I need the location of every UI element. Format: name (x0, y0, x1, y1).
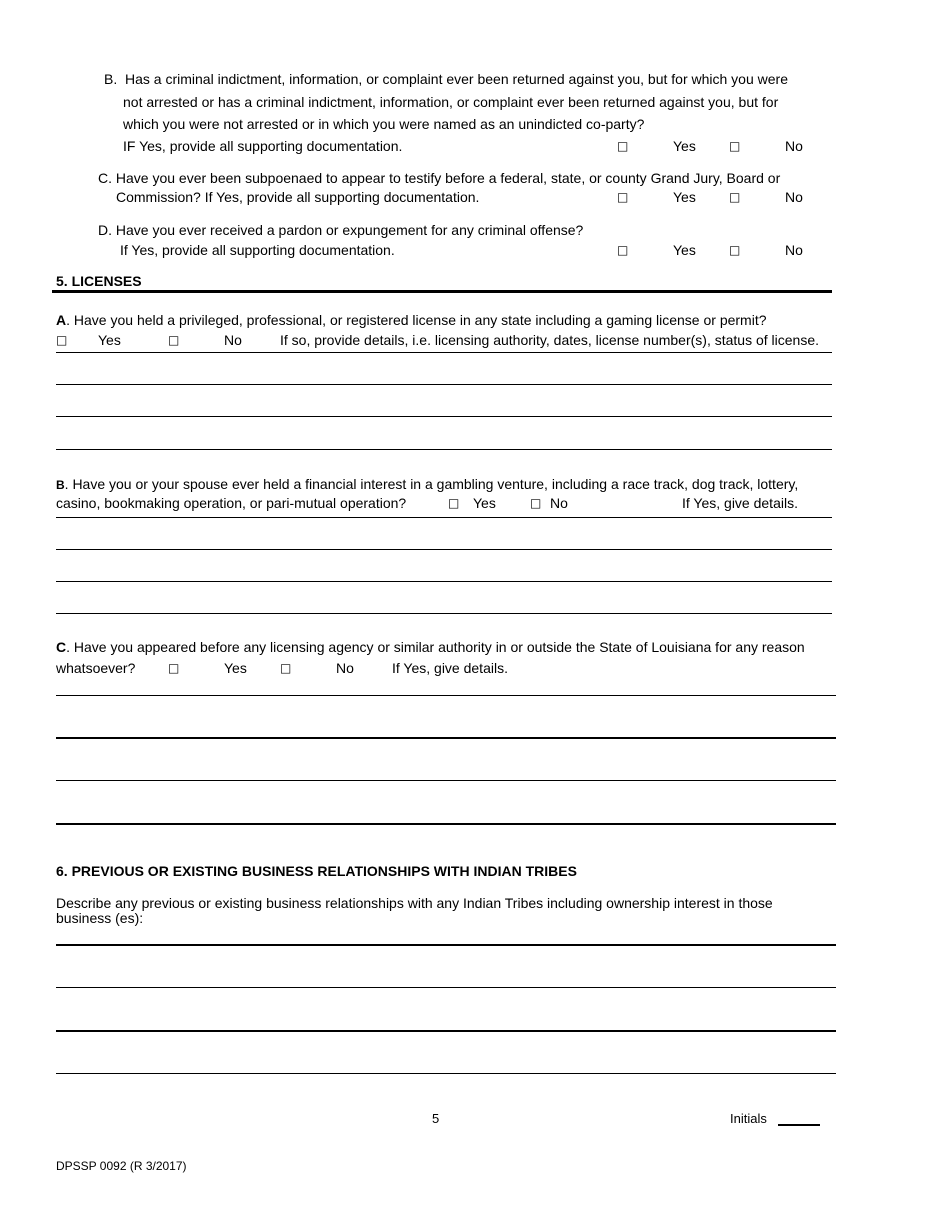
q5c-no-label: No (336, 660, 354, 676)
question-4b-letter: B. (104, 71, 118, 87)
question-4c-text-line1: C. Have you ever been subpoenaed to appear to testify before a federal, state, or county Grand Jury, Board or (98, 170, 781, 186)
q5a-answer-line-1[interactable] (56, 352, 832, 353)
initials-field[interactable] (778, 1124, 820, 1126)
question-5a-question: . Have you held a privileged, professional, or registered license in any state including a gaming license or permit? (66, 312, 767, 328)
section-5-rule (52, 290, 832, 293)
q5b-answer-line-4[interactable] (56, 613, 832, 614)
q4b-no-label: No (785, 138, 803, 154)
q5a-no-label: No (224, 332, 242, 348)
q5a-no-checkbox[interactable]: □ (168, 333, 180, 347)
question-4d-text-line1: D. Have you ever received a pardon or expungement for any criminal offense? (98, 222, 584, 238)
section-6-title: 6. PREVIOUS OR EXISTING BUSINESS RELATIONSHIPS WITH INDIAN TRIBES (56, 863, 577, 879)
q5a-details-instruction: If so, provide details, i.e. licensing authority, dates, license number(s), status of license. (280, 332, 819, 348)
question-4b-text-line1: Has a criminal indictment, information, or complaint ever been returned against you, but for which you were (125, 71, 788, 87)
q5a-answer-line-2[interactable] (56, 384, 832, 385)
s6-answer-line-2[interactable] (56, 987, 836, 988)
s6-answer-line-1[interactable] (56, 944, 836, 946)
question-5b-text-line2: casino, bookmaking operation, or pari-mutual operation? (56, 495, 407, 511)
q4c-yes-checkbox[interactable]: □ (617, 190, 629, 204)
section-6-description-line2: business (es): (56, 910, 144, 926)
question-5a-letter: A (56, 312, 67, 328)
q5c-yes-checkbox[interactable]: □ (168, 661, 180, 675)
initials-label: Initials (730, 1111, 767, 1126)
q4d-yes-checkbox[interactable]: □ (617, 243, 629, 257)
q4b-no-checkbox[interactable]: □ (729, 139, 741, 153)
q4d-yes-label: Yes (673, 242, 696, 258)
q5c-no-checkbox[interactable]: □ (280, 661, 292, 675)
q5b-yes-checkbox[interactable]: □ (448, 496, 460, 510)
question-5b-text-line1 (56, 477, 798, 491)
s6-answer-line-4[interactable] (56, 1073, 836, 1074)
question-5b-letter: B (56, 478, 65, 492)
question-5c-question: . Have you appeared before any licensing agency or similar authority in or outside the State of Louisiana for any reason (66, 639, 805, 655)
q5b-no-checkbox[interactable]: □ (530, 496, 542, 510)
q5c-yes-label: Yes (224, 660, 247, 676)
q4d-no-checkbox[interactable]: □ (729, 243, 741, 257)
q4c-no-checkbox[interactable]: □ (729, 190, 741, 204)
q5a-answer-line-3[interactable] (56, 416, 832, 417)
question-4c-text-line2: Commission? If Yes, provide all supporting documentation. (116, 189, 480, 205)
s6-answer-line-3[interactable] (56, 1030, 836, 1032)
question-4b-text-line4: IF Yes, provide all supporting documentation. (123, 138, 403, 154)
q5c-answer-line-3[interactable] (56, 780, 836, 781)
q5b-no-label: No (550, 495, 568, 511)
q4c-yes-label: Yes (673, 189, 696, 205)
q5b-answer-line-1[interactable] (56, 517, 832, 518)
question-5c-letter: C (56, 639, 67, 655)
q5b-answer-line-3[interactable] (56, 581, 832, 582)
section-5-title: 5. LICENSES (56, 273, 142, 289)
q5b-yes-label: Yes (473, 495, 496, 511)
question-4b-text-line2: not arrested or has a criminal indictment, information, or complaint ever been returned against you, but for (123, 94, 779, 110)
q5a-yes-label: Yes (98, 332, 121, 348)
q5b-details-instruction: If Yes, give details. (682, 495, 798, 511)
q5c-answer-line-4[interactable] (56, 823, 836, 825)
q4d-no-label: No (785, 242, 803, 258)
question-5c-text-line2: whatsoever? (56, 660, 136, 676)
q5c-answer-line-2[interactable] (56, 737, 836, 739)
q5a-answer-line-4[interactable] (56, 449, 832, 450)
question-4d-text-line2: If Yes, provide all supporting documentation. (120, 242, 395, 258)
question-5c-text-line1 (56, 640, 805, 654)
page-number: 5 (432, 1111, 440, 1126)
form-id: DPSSP 0092 (R 3/2017) (56, 1159, 187, 1173)
q4c-no-label: No (785, 189, 803, 205)
q5c-details-instruction: If Yes, give details. (392, 660, 508, 676)
q5b-answer-line-2[interactable] (56, 549, 832, 550)
question-5b-question: . Have you or your spouse ever held a financial interest in a gambling venture, including a race track, dog track, lottery, (64, 476, 799, 492)
question-4b-text-line3: which you were not arrested or in which you were named as an unindicted co-party? (123, 116, 645, 132)
section-6-description-line1: Describe any previous or existing business relationships with any Indian Tribes including ownership interest in those (56, 895, 773, 911)
q4b-yes-checkbox[interactable]: □ (617, 139, 629, 153)
q4b-yes-label: Yes (673, 138, 696, 154)
q5a-yes-checkbox[interactable]: □ (56, 333, 68, 347)
question-5a-text (56, 313, 767, 327)
q5c-answer-line-1[interactable] (56, 695, 836, 696)
